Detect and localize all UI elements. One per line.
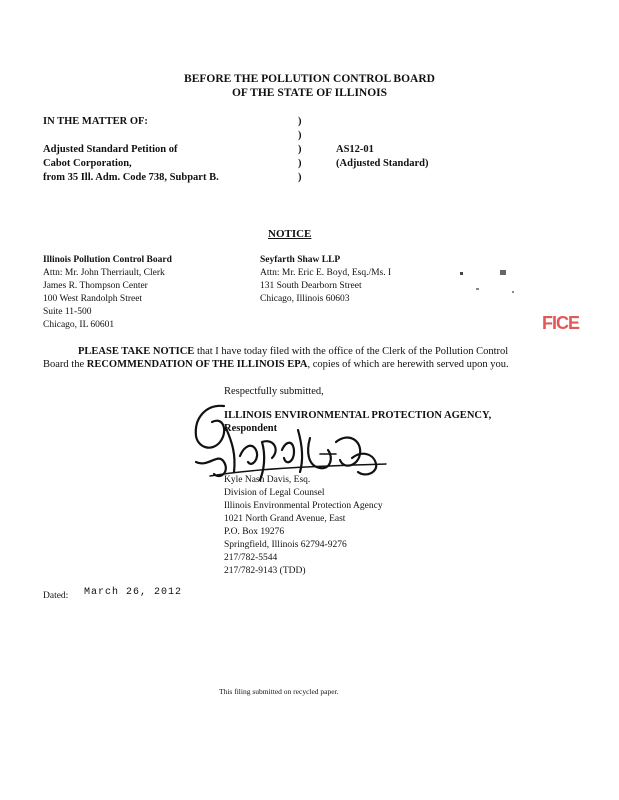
agency-name: ILLINOIS ENVIRONMENTAL PROTECTION AGENCY, [224, 410, 492, 421]
caption-paren: ) [298, 158, 302, 169]
recipient-left-line: James R. Thompson Center [43, 281, 148, 291]
recipient-left-name: Illinois Pollution Control Board [43, 255, 172, 265]
recipient-right-line: Attn: Mr. Eric E. Boyd, Esq./Ms. I [260, 268, 392, 278]
signer-line: 217/782-9143 (TDD) [224, 566, 306, 576]
body-line-2 [43, 359, 509, 370]
caption-line-3: from 35 Ill. Adm. Code 738, Subpart B. [43, 172, 219, 183]
signer-line: 217/782-5544 [224, 553, 278, 563]
recipient-left-line: 100 West Randolph Street [43, 294, 143, 304]
dated-label: Dated: [43, 591, 69, 601]
caption-paren: ) [298, 144, 302, 155]
scan-speck [512, 291, 514, 293]
footer-note: This filing submitted on recycled paper. [219, 687, 339, 696]
scan-speck [500, 270, 506, 275]
respectfully-submitted: Respectfully submitted, [224, 386, 324, 397]
caption-paren: ) [298, 172, 302, 183]
notice-heading: NOTICE [268, 228, 312, 240]
docket-number: AS12-01 [336, 144, 374, 155]
body-line-1 [78, 346, 508, 357]
recipient-right-line: 131 South Dearborn Street [260, 281, 362, 291]
respondent-label: Respondent [224, 423, 278, 434]
recipient-left-line: Chicago, IL 60601 [43, 320, 115, 330]
recipient-left-line: Attn: Mr. John Therriault, Clerk [43, 268, 165, 278]
signer-line: P.O. Box 19276 [224, 527, 285, 537]
body-text: Board the [43, 359, 87, 370]
body-text: , copies of which are herewith served upon you. [307, 359, 509, 370]
caption-line-1: Adjusted Standard Petition of [43, 144, 178, 155]
scan-speck [460, 272, 463, 275]
body-text: that I have today filed with the office of the Clerk of the Pollution Control [194, 346, 509, 357]
header-line-1: BEFORE THE POLLUTION CONTROL BOARD [184, 73, 435, 85]
recipient-right-line: Chicago, Illinois 60603 [260, 294, 350, 304]
body-lead: PLEASE TAKE NOTICE [78, 346, 195, 357]
signer-line: Springfield, Illinois 62794-9276 [224, 540, 347, 550]
matter-label: IN THE MATTER OF: [43, 116, 148, 127]
caption-paren: ) [298, 130, 302, 141]
recipient-right-name: Seyfarth Shaw LLP [260, 255, 341, 265]
filed-stamp: FICE [542, 313, 580, 333]
signer-line: Illinois Environmental Protection Agency [224, 501, 383, 511]
signer-line: 1021 North Grand Avenue, East [224, 514, 346, 524]
signer-line: Kyle Nash Davis, Esq. [224, 475, 311, 485]
dated-value: March 26, 2012 [84, 587, 183, 598]
body-bold: RECOMMENDATION OF THE ILLINOIS EPA [86, 359, 308, 370]
signer-line: Division of Legal Counsel [224, 488, 325, 498]
recipient-left-line: Suite 11-500 [43, 307, 92, 317]
scan-speck [476, 288, 479, 290]
docket-type: (Adjusted Standard) [336, 158, 429, 169]
caption-paren: ) [298, 116, 302, 127]
caption-line-2: Cabot Corporation, [43, 158, 132, 169]
header-line-2: OF THE STATE OF ILLINOIS [231, 87, 388, 99]
